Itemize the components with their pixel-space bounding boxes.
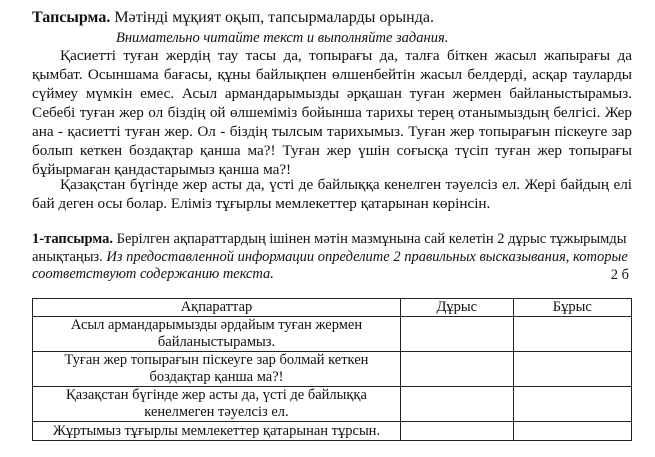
false-answer-cell[interactable] <box>513 387 631 422</box>
table-row <box>33 352 632 387</box>
russian-instruction: Внимательно читайте текст и выполняйте задания. <box>116 30 449 46</box>
table-row <box>33 422 632 441</box>
true-answer-cell[interactable] <box>400 387 513 422</box>
table-row <box>33 387 632 422</box>
task-heading <box>32 8 632 28</box>
paragraph-2-text: Қазақстан бүгінде жер асты да, үсті де байлыққа кенелген тәуелсіз ел. Жері байдың елі бай деген осы болар. Еліміз тұғырлы мемлекеттер қатарынан көрінсін. <box>32 176 632 212</box>
true-answer-cell[interactable] <box>400 352 513 387</box>
table-header-row <box>33 299 632 317</box>
task-points: 2 б <box>610 267 629 283</box>
text-paragraph-2 <box>32 175 632 213</box>
false-answer-cell[interactable] <box>513 317 631 352</box>
task-1-instructions <box>32 231 632 284</box>
header-true: Дұрыс <box>400 299 513 317</box>
false-answer-cell[interactable] <box>513 422 631 441</box>
statement-cell: Асыл армандарымызды әрдайым туған жермен байланыстырамыз. <box>33 317 401 352</box>
task-title: Тапсырма. <box>32 9 111 26</box>
answer-table <box>32 298 632 441</box>
statement-cell: Жұртымыз тұғырлы мемлекеттер қатарынан тұрсын. <box>33 422 401 441</box>
statement-cell: Қазақстан бүгінде жер асты да, үсті де байлыққа кенелмеген тәуелсіз ел. <box>33 387 401 422</box>
header-false: Бұрыс <box>513 299 631 317</box>
paragraph-1-text: Қасиетті туған жердің тау тасы да, топырағы да, талға біткен жасыл жапырағы да қымбат. Осыншама бағасы, құны байлықпен өлшенбейтін жасыл белдерді, асқар тауларды сүймеу мүмкін емес. Асыл армандарымызды әрқашан туған жермен байланыстырамыз. Себебі туған жер ол біздің ой өлшеміміз бойынша тарихы терең отанымыздың белгісі. Жер ана - қасиетті туған жер. Ол - біздің тылсым тарихымыз. Туған жер топырағын піскеуге зар болып кеткен боздақтар қанша ма?! Туған жер үшін соғысқа түсіп туған жер топырағы бұйырмаған қандастарымыз қанша ма?! <box>32 47 632 178</box>
task-instruction: Мәтінді мұқият оқып, тапсырмаларды орында. <box>114 9 434 26</box>
false-answer-cell[interactable] <box>513 352 631 387</box>
task-1-russian-text: Из предоставленной информации определите 2 правильных высказывания, которые соответствуют содержанию текста. <box>32 248 628 282</box>
header-statements: Ақпараттар <box>33 299 401 317</box>
task-1-label: 1-тапсырма. <box>32 231 114 247</box>
table-row <box>33 317 632 352</box>
true-answer-cell[interactable] <box>400 422 513 441</box>
text-paragraph-1 <box>32 46 632 179</box>
statement-cell: Туған жер топырағын піскеуге зар болмай кеткен боздақтар қанша ма?! <box>33 352 401 387</box>
true-answer-cell[interactable] <box>400 317 513 352</box>
task-1-kazakh-text: Берілген ақпараттардың ішінен мәтін мазмұнына сай келетін 2 дұрыс тұжырымды анықтаңыз. <box>32 231 627 265</box>
